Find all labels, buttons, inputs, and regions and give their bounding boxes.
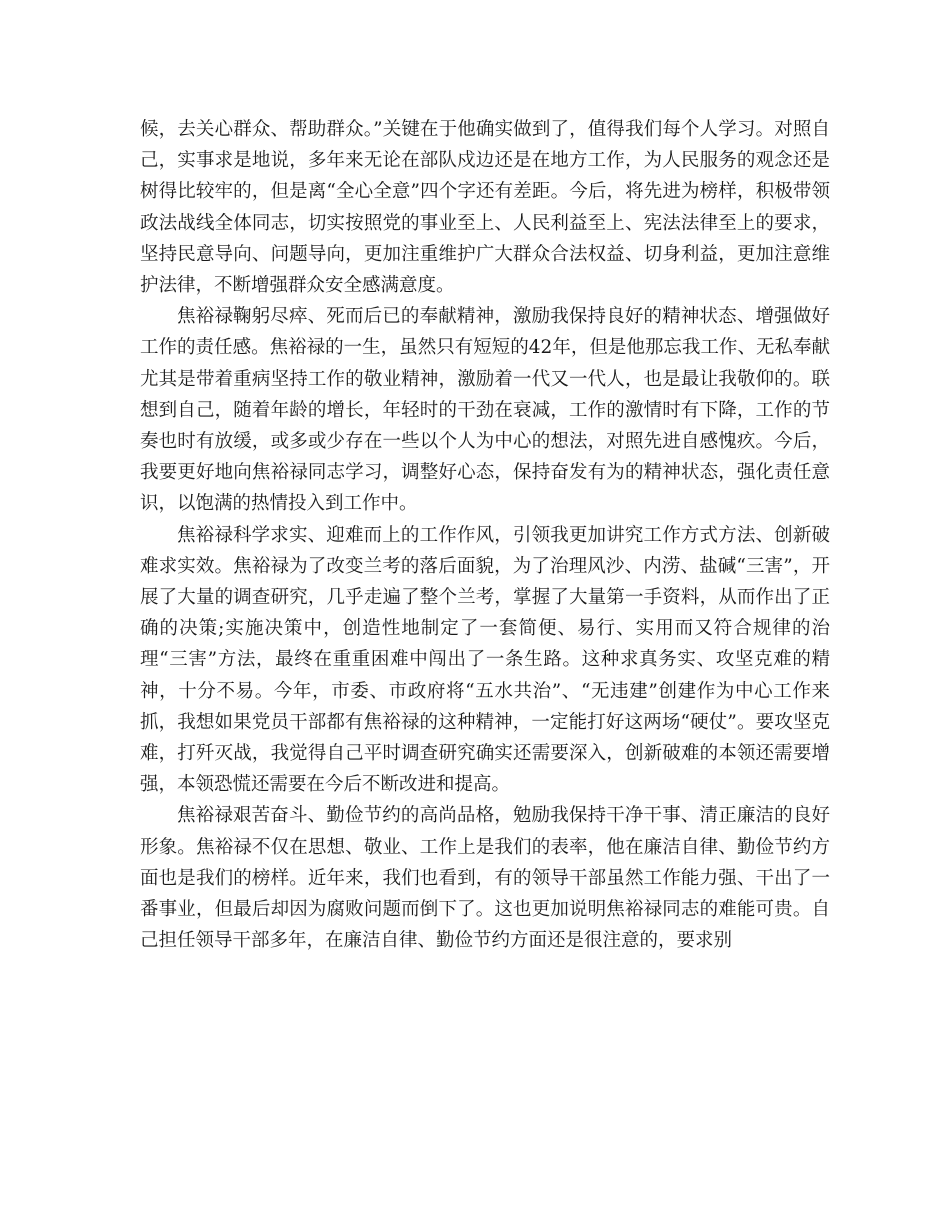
- paragraph-work-style: 焦裕禄科学求实、迎难而上的工作作风，引领我更加讲究工作方式方法、创新破难求实效。焦裕禄为了改变兰考的落后面貌，为了治理风沙、内涝、盐碱“三害”，开展了大量的调查研究，几乎走遍了整个兰考，掌握了大量第一手资料，从而作出了正确的决策;实施决策中，创造性地制定了一套简便、易行、实用而又符合规律的治理“三害”方法，最终在重重困难中闯出了一条生路。这种求真务实、攻坚克难的精神，十分不易。今年，市委、市政府将“五水共治”、“无违建”创建作为中心工作来抓，我想如果党员干部都有焦裕禄的这种精神，一定能打好这两场“硬仗”。要攻坚克难，打歼灭战，我觉得自己平时调查研究确实还需要深入，创新破难的本领还需要增强，本领恐慌还需要在今后不断改进和提高。: [140, 524, 830, 796]
- paragraph-dedication-spirit: 焦裕禄鞠躬尽瘁、死而后已的奉献精神，激励我保持良好的精神状态、增强做好工作的责任感。焦裕禄的一生，虽然只有短短的42年，但是他那忘我工作、无私奉献尤其是带着重病坚持工作的敬业精神，激励着一代又一代人，也是最让我敬仰的。联想到自己，随着年龄的增长，年轻时的干劲在衰减，工作的激情时有下降，工作的节奏也时有放缓，或多或少存在一些以个人为中心的想法，对照先进自感愧疚。今后，我要更好地向焦裕禄同志学习，调整好心态，保持奋发有为的精神状态，强化责任意识，以饱满的热情投入到工作中。: [140, 306, 830, 515]
- paragraph-integrity: 焦裕禄艰苦奋斗、勤俭节约的高尚品格，勉励我保持干净干事、清正廉洁的良好形象。焦裕禄不仅在思想、敬业、工作上是我们的表率，他在廉洁自律、勤俭节约方面也是我们的榜样。近年来，我们也看到，有的领导干部虽然工作能力强、干出了一番事业，但最后却因为腐败问题而倒下了。这也更加说明焦裕禄同志的难能可贵。自己担任领导干部多年，在廉洁自律、勤俭节约方面还是很注意的，要求别: [140, 805, 830, 952]
- document-body: [140, 114, 830, 956]
- paragraph-continuation: 候，去关心群众、帮助群众。”关键在于他确实做到了，值得我们每个人学习。对照自己，实事求是地说，多年来无论在部队戍边还是在地方工作，为人民服务的观念还是树得比较牢的，但是离“全心全意”四个字还有差距。今后，将先进为榜样，积极带领政法战线全体同志，切实按照党的事业至上、人民利益至上、宪法法律至上的要求，坚持民意导向、问题导向，更加注重维护广大群众合法权益、切身利益，更加注意维护法律，不断增强群众安全感满意度。: [140, 119, 830, 297]
